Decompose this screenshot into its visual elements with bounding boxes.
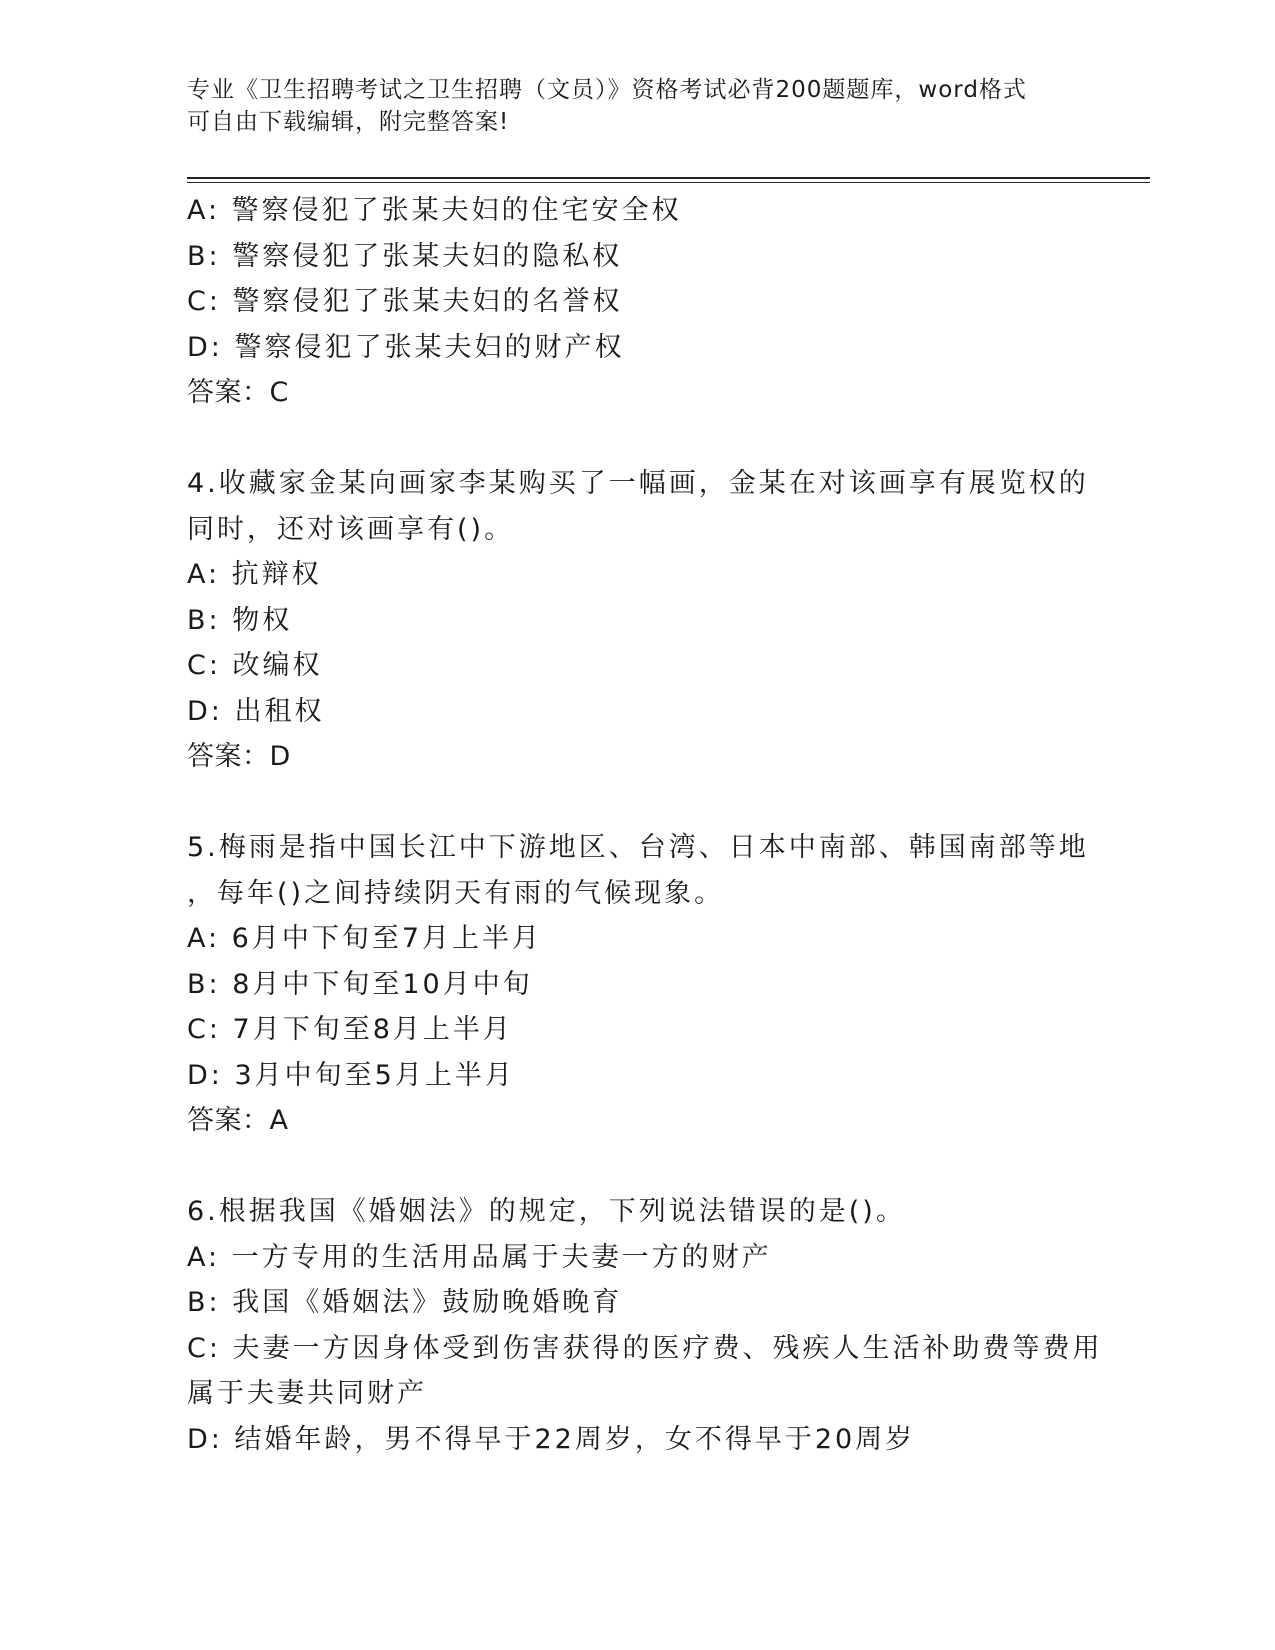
option-a: A: 6月中下旬至7月上半月 (187, 923, 543, 954)
option-a: A: 警察侵犯了张某夫妇的住宅安全权 (187, 195, 682, 226)
spacer (187, 416, 1087, 462)
option-a: A: 抗辩权 (187, 559, 322, 590)
spacer (187, 780, 1087, 826)
document-header (187, 74, 1087, 138)
question-5 (187, 825, 1087, 1144)
option-c: C: 警察侵犯了张某夫妇的名誉权 (187, 286, 623, 317)
question-6 (187, 1189, 1103, 1462)
header-rule-thick (187, 177, 1150, 179)
header-line-1: 专业《卫生招聘考试之卫生招聘（文员）》资格考试必背200题题库，word格式 (187, 77, 1027, 103)
option-b: B: 8月中下旬至10月中旬 (187, 968, 533, 1000)
question-stem: 6.根据我国《婚姻法》的规定，下列说法错误的是()。 (187, 1196, 906, 1227)
question-3 (187, 188, 1087, 416)
question-stem: 5.梅雨是指中国长江中下游地区、台湾、日本中南部、韩国南部等地 (187, 832, 1089, 863)
question-list (187, 188, 1103, 1462)
option-c: C: 7月下旬至8月上半月 (187, 1014, 513, 1045)
question-stem-continued: ，每年()之间持续阴天有雨的气候现象。 (187, 877, 725, 909)
option-b: B: 物权 (187, 604, 293, 636)
option-c-continued: 属于夫妻共同财产 (187, 1378, 427, 1409)
answer: 答案：A (187, 1105, 289, 1136)
answer: 答案：D (187, 741, 291, 772)
option-d: D: 结婚年龄，男不得早于22周岁，女不得早于20周岁 (187, 1423, 916, 1455)
option-d: D: 出租权 (187, 695, 325, 727)
answer: 答案：C (187, 377, 289, 408)
option-c: C: 夫妻一方因身体受到伤害获得的医疗费、残疾人生活补助费等费用 (187, 1332, 1103, 1364)
question-stem: 4.收藏家金某向画家李某购买了一幅画，金某在对该画享有展览权的 (187, 468, 1089, 499)
question-4 (187, 461, 1087, 780)
option-b: B: 我国《婚姻法》鼓励晚婚晚育 (187, 1287, 623, 1318)
option-d: D: 3月中旬至5月上半月 (187, 1059, 515, 1091)
option-b: B: 警察侵犯了张某夫妇的隐私权 (187, 240, 623, 272)
spacer (187, 1144, 1087, 1190)
header-line-2: 可自由下载编辑，附完整答案! (187, 109, 510, 135)
option-a: A: 一方专用的生活用品属于夫妻一方的财产 (187, 1241, 772, 1273)
header-rule-thin (187, 182, 1150, 183)
option-c: C: 改编权 (187, 650, 323, 681)
question-stem-continued: 同时，还对该画享有()。 (187, 513, 515, 545)
option-d: D: 警察侵犯了张某夫妇的财产权 (187, 331, 625, 363)
